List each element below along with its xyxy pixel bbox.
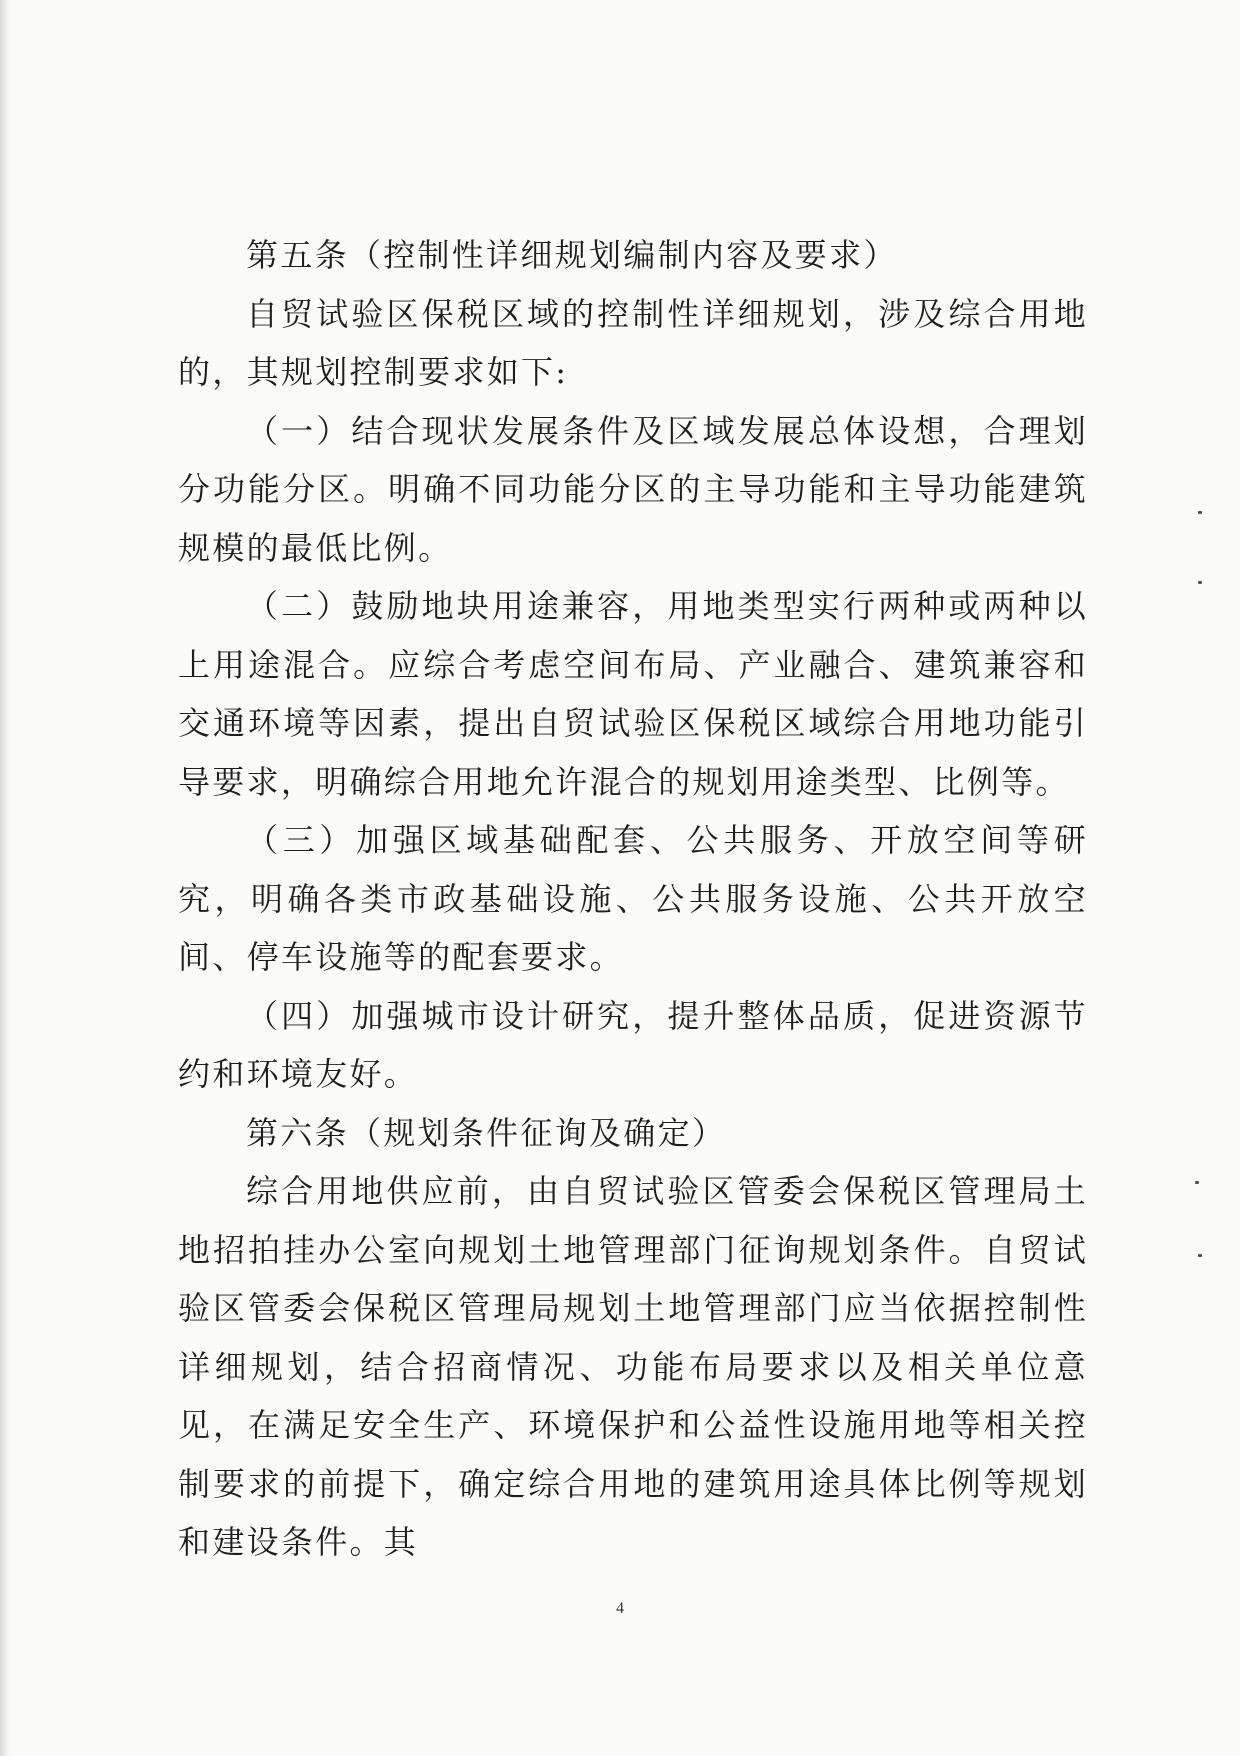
- paragraph-item-2: （二）鼓励地块用途兼容，用地类型实行两种或两种以上用途混合。应综合考虑空间布局、产业融合、建筑兼容和交通环境等因素，提出自贸试验区保税区域综合用地功能引导要求，明确综合用地允许混合的规划用途类型、比例等。: [178, 587, 1088, 801]
- scan-speck: [1198, 1254, 1202, 1257]
- article-5-heading: 第五条（控制性详细规划编制内容及要求）: [246, 236, 898, 274]
- page-number: 4: [616, 1600, 624, 1617]
- paragraph-article-6-body: 综合用地供应前，由自贸试验区管委会保税区管理局土地招拍挂办公室向规划土地管理部门征询规划条件。自贸试验区管委会保税区管理局规划土地管理部门应当依据控制性详细规划，结合招商情况、功能布局要求以及相关单位意见，在满足安全生产、环境保护和公益性设施用地等相关控制要求的前提下，确定综合用地的建筑用途具体比例等规划和建设条件。其: [178, 1172, 1088, 1561]
- scan-speck: [1195, 1181, 1199, 1184]
- paragraph-intro: 自贸试验区保税区域的控制性详细规划，涉及综合用地的，其规划控制要求如下:: [178, 294, 1088, 391]
- article-6-heading: 第六条（规划条件征询及确定）: [246, 1113, 727, 1152]
- document-body: [178, 226, 1088, 1572]
- paragraph-item-4: （四）加强城市设计研究，提升整体品质，促进资源节约和环境友好。: [178, 996, 1088, 1093]
- scan-speck: [1198, 581, 1202, 584]
- scan-speck: [1198, 511, 1202, 514]
- paragraph-item-1: （一）结合现状发展条件及区域发展总体设想，合理划分功能分区。明确不同功能分区的主导功能和主导功能建筑规模的最低比例。: [178, 411, 1088, 567]
- paragraph-item-3: （三）加强区域基础配套、公共服务、开放空间等研究，明确各类市政基础设施、公共服务设施、公共开放空间、停车设施等的配套要求。: [178, 821, 1088, 976]
- scan-edge-shadow: [0, 0, 10, 1756]
